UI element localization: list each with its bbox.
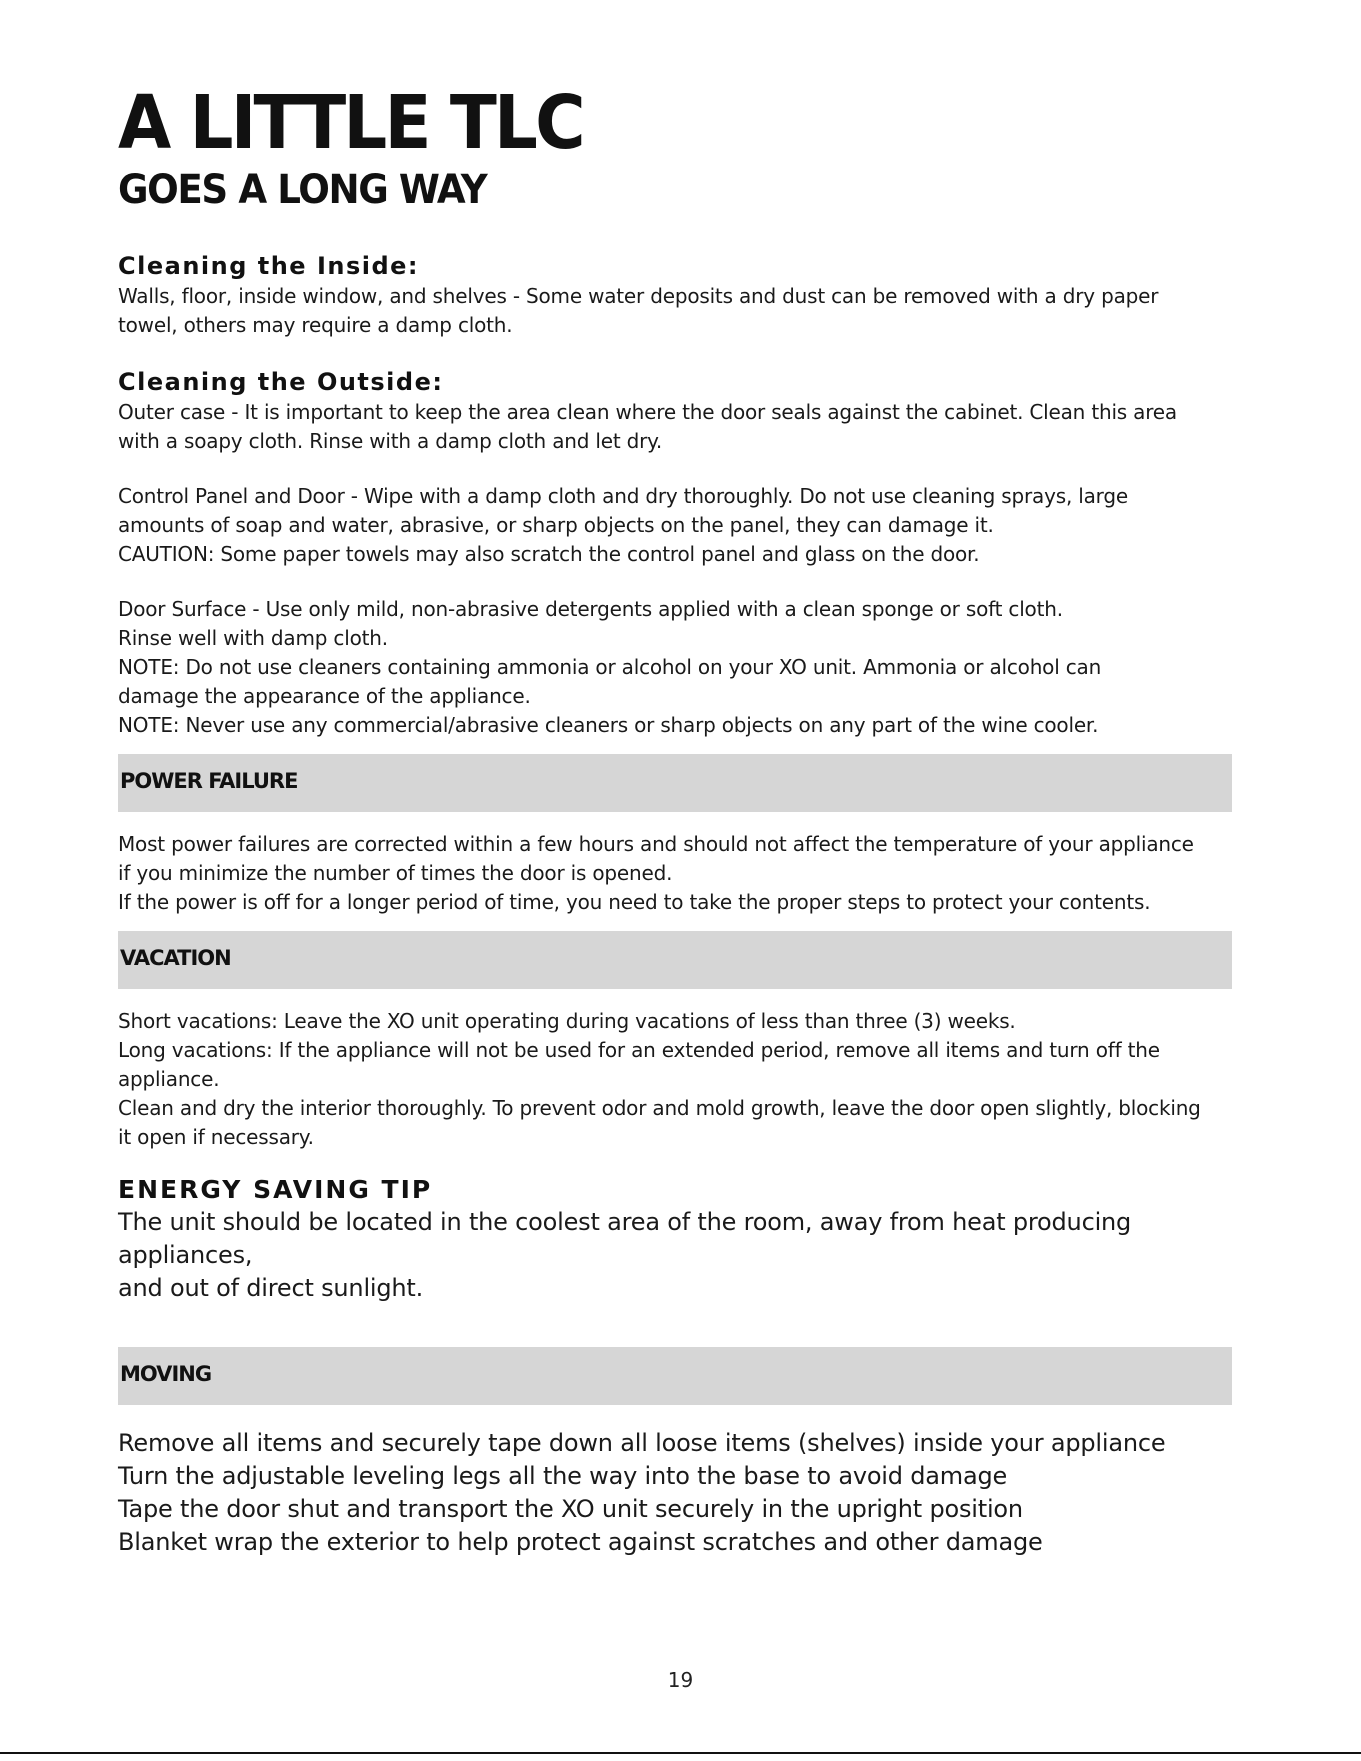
heading-cleaning-outside: Cleaning the Outside: (118, 368, 444, 396)
caution-line: CAUTION: Some paper towels may also scratch the control panel and glass on the door. (118, 542, 980, 566)
vacation-band (118, 931, 1232, 989)
moving-label: MOVING (120, 1362, 212, 1386)
energy-line-1: The unit should be located in the coolest area of the room, away from heat producing appliances, (118, 1208, 1132, 1269)
page-number: 19 (667, 1668, 694, 1692)
vacation-label: VACATION (120, 946, 231, 970)
outer-case-line-1: Outer case - It is important to keep the area clean where the door seals against the cabinet. Clean this area (118, 400, 1177, 424)
heading-cleaning-inside: Cleaning the Inside: (118, 252, 420, 280)
vacation-line-1: Short vacations: Leave the XO unit operating during vacations of less than three (3) weeks. (118, 1009, 1016, 1033)
heading-energy-saving-tip: ENERGY SAVING TIP (118, 1175, 433, 1204)
energy-line-2: and out of direct sunlight. (118, 1274, 424, 1302)
moving-band (118, 1347, 1232, 1405)
page-subtitle: GOES A LONG WAY (118, 167, 487, 213)
note-line-2: damage the appearance of the appliance. (118, 684, 531, 708)
power-failure-line-3: If the power is off for a longer period of time, you need to take the proper steps to protect your contents. (118, 890, 1151, 914)
moving-line-1: Remove all items and securely tape down all loose items (shelves) inside your appliance (118, 1429, 1166, 1457)
moving-line-4: Blanket wrap the exterior to help protect against scratches and other damage (118, 1528, 1043, 1556)
outer-case-line-2: with a soapy cloth. Rinse with a damp cloth and let dry. (118, 429, 663, 453)
vacation-line-5: it open if necessary. (118, 1125, 314, 1149)
power-failure-label: POWER FAILURE (120, 769, 298, 793)
note-line-3: NOTE: Never use any commercial/abrasive cleaners or sharp objects on any part of the wine cooler. (118, 713, 1099, 737)
inside-line-2: towel, others may require a damp cloth. (118, 313, 513, 337)
vacation-line-3: appliance. (118, 1067, 220, 1091)
control-panel-line-1: Control Panel and Door - Wipe with a damp cloth and dry thoroughly. Do not use cleaning sprays, large (118, 484, 1128, 508)
power-failure-band (118, 754, 1232, 812)
vacation-line-2: Long vacations: If the appliance will not be used for an extended period, remove all items and turn off the (118, 1038, 1160, 1062)
inside-line-1: Walls, floor, inside window, and shelves - Some water deposits and dust can be removed with a dry paper (118, 284, 1159, 308)
bottom-rule (0, 1752, 1361, 1754)
vacation-line-4: Clean and dry the interior thoroughly. To prevent odor and mold growth, leave the door open slightly, blocking (118, 1096, 1201, 1120)
moving-line-2: Turn the adjustable leveling legs all the way into the base to avoid damage (118, 1462, 1008, 1490)
door-surface-line-2: Rinse well with damp cloth. (118, 626, 388, 650)
moving-line-3: Tape the door shut and transport the XO unit securely in the upright position (118, 1495, 1023, 1523)
door-surface-line-1: Door Surface - Use only mild, non-abrasive detergents applied with a clean sponge or soft cloth. (118, 597, 1063, 621)
power-failure-line-2: if you minimize the number of times the door is opened. (118, 861, 673, 885)
page-content (118, 250, 1238, 1559)
power-failure-line-1: Most power failures are corrected within a few hours and should not affect the temperature of your appliance (118, 832, 1194, 856)
note-line-1: NOTE: Do not use cleaners containing ammonia or alcohol on your XO unit. Ammonia or alcohol can (118, 655, 1102, 679)
page-title: A LITTLE TLC (118, 80, 583, 166)
control-panel-line-2: amounts of soap and water, abrasive, or sharp objects on the panel, they can damage it. (118, 513, 994, 537)
